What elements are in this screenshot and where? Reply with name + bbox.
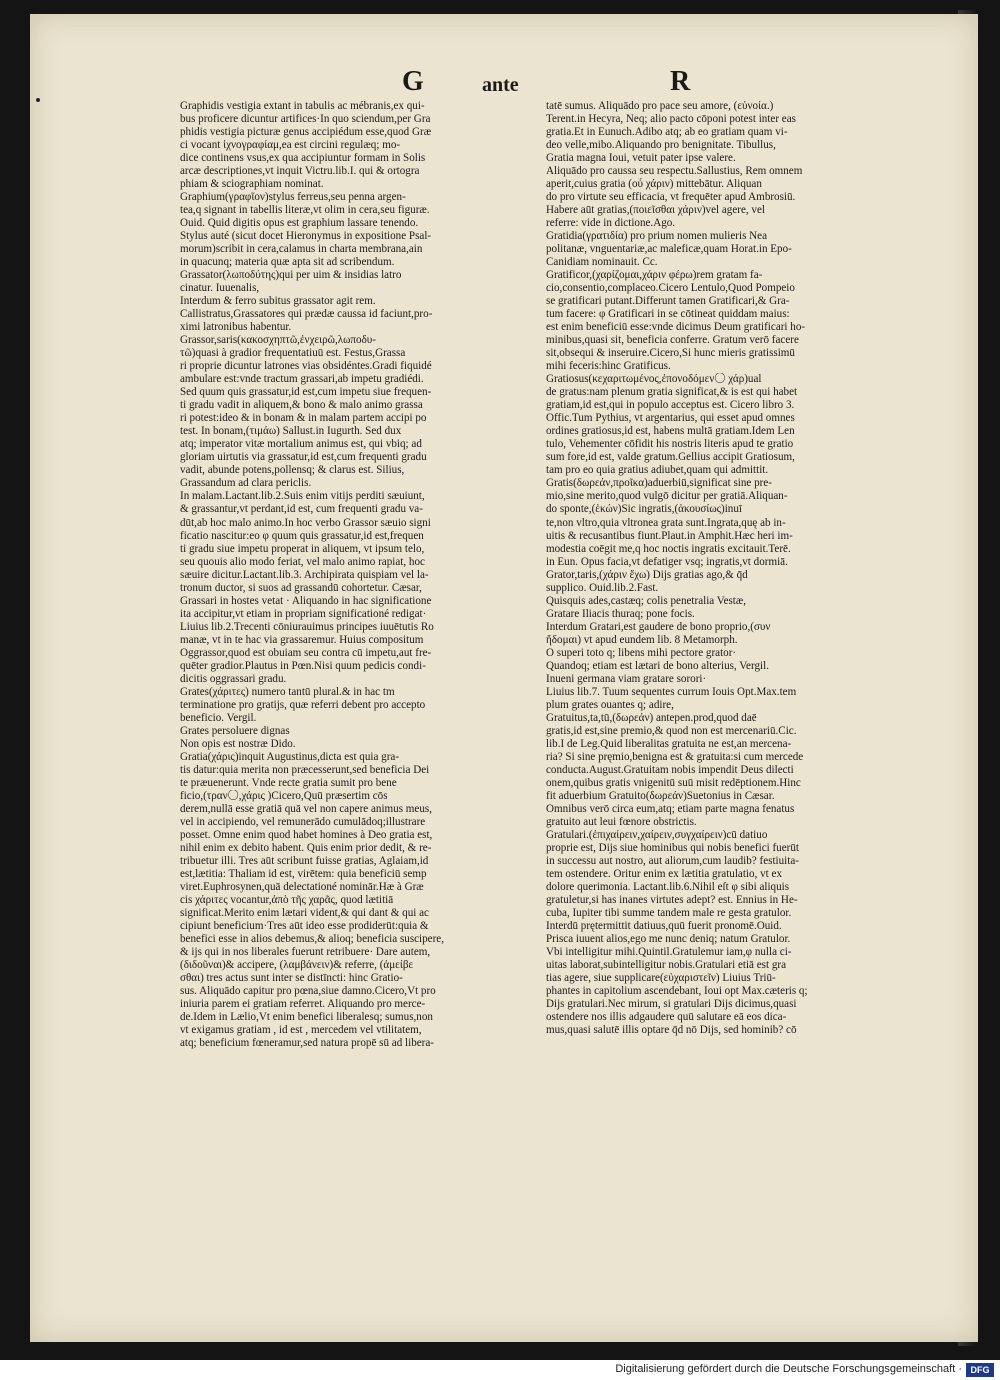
text-line: posset. Omne enim quod habet homines à Deo gratia est, [180,828,433,841]
right-column [546,100,906,1037]
text-line: phidis vestigia picturæ genus accipiédum esse,quod Græ [180,126,432,139]
text-line: ti gradu siue impetu properat in aliquem, vt ipsum telo, [180,542,425,555]
text-line: Grator,taris,(χάριν ἔχω) Dijs gratias ago,& q̄d [546,568,748,581]
text-line: mus,quasi salutē illis optare q̄d nō Dijs, sed hominib? cō [546,1024,797,1037]
text-line: ri potest:ideo & in bonam & in malam partem accipi po [180,412,427,425]
text-line: Offic.Tum Pythius, vt argentarius, qui esset apud omnes [546,412,795,425]
text-line: Vbi intelligitur mihi.Quintil.Gratulemur iam,φ nulla ci- [546,946,792,959]
text-line: tronum ductor, si suos ad grassandū cohortetur. Cæsar, [180,581,422,594]
text-line: Grassator(λωποδύτης)qui per uim & insidias latro [180,269,402,282]
text-line: tem ostendere. Oritur enim ex lætitia gratulatio, vt ex [546,867,782,880]
text-line: Stylus auté (sicut docet Hieronymus in expositione Psal- [180,230,432,243]
text-line: est enim beneficiū esse:vnde dicimus Deum gratificari ho- [546,321,806,334]
text-line: fit aduerbium Gratuito(δωρεάν)Suetonius in Cæsar. [546,789,775,802]
text-line: Gratis(δωρεάν,προῖκα)aduerbiū,significat sine pre- [546,477,772,490]
text-line: atq; beneficium fœneramur,sed natura propē sū ad libera- [180,1037,434,1050]
text-line: ti gradu vadit in aliquem,& bono & malo animo grassa [180,399,423,412]
text-line: (διδοῦναι)& accipere, (λαμβάνειν)& referre, (ἀμείβε [180,959,414,972]
text-line: Ouid. Quid digitis opus est graphium lassare tenendo. [180,217,419,230]
text-line: σθαι) tres actus sunt inter se distīncti: hinc Gratio- [180,972,403,985]
text-line: iniuria parem ei gratiam referret. Aliquando pro merce- [180,998,426,1011]
text-line: modestia coēgit me,q hoc noctis ingratis excitauit.Terē. [546,542,791,555]
text-line: manæ, vt in te hac via grassaremur. Huius compositum [180,633,424,646]
text-line: tribuetur illi. Tres aūt scribunt fuisse gratias, Aglaiam,id [180,854,429,867]
text-line: sus. Aliquādo capitur pro pœna,siue damno.Cicero,Vt pro [180,985,436,998]
margin-mark [36,98,40,102]
text-line: tatē sumus. Aliquādo pro pace seu amore, (εὐνοία.) [546,100,774,112]
running-head-left: G [402,66,424,97]
text-line: tum facere: φ Gratificari in se cōtineat quiddam maius: [546,308,790,321]
text-line: tam pro eo quia gratius adiubet,quam qui admittit. [546,464,769,477]
text-line: Interdum Gratari,est gaudere de bono proprio,(συν [546,620,771,633]
text-line: lib.I de Leg.Quid liberalitas gratuita ne est,an mercena- [546,737,792,750]
text-line: ita accipitur,vt etiam in propriam significationé redigat· [180,607,427,620]
text-line: ostendere nos illis adgaudere quū salutare eā eos dica- [546,1011,787,1024]
text-line: Habere aūt gratias,(ποιεῖσθαι χάριν)vel agere, vel [546,204,765,217]
text-line: Graphium(γραφῖον)stylus ferreus,seu penna argen- [180,191,406,204]
text-line: vt exigamus gratiam , id est , mercedem vel vtilitatem, [180,1024,422,1037]
text-line: viret.Euphrosynen,quā delectationé nominār.Hæ à Græ [180,880,424,893]
text-line: Gratidia(γρατιδία) pro prium nomen mulieris Nea [546,230,768,243]
text-line: gratia.Et in Eunuch.Adibo atq; ab eo gratiam quam vi- [546,126,788,139]
text-line: arcæ descriptiones,vt inquit Victru.lib.I. qui & ortogra [180,165,420,178]
text-line: uitis & recusantibus fiunt.Plaut.in Amphit.Hæc heri im- [546,529,793,542]
text-line: tis datur:quia merita non præcesserunt,sed beneficia Dei [180,763,430,776]
text-line: ficio,(τραν〇,χάρις )Cicero,Quū præsertim cōs [180,789,388,802]
running-head-center: ante [482,74,519,96]
text-line: se gratificari putant.Differunt tamen Gratificari,& Gra- [546,295,790,308]
text-line: sæuire dicitur.Lactant.lib.3. Archipirata quispiam vel la- [180,568,429,581]
text-line: test. In bonam,(τιμάω) Sallust.in Iugurth. Sed dux [180,425,402,438]
text-line: beneficio. Vergil. [180,711,257,724]
text-line: minibus,quasi sit, beneficia conferre. Gratum verō facere [546,334,799,347]
text-line: & ijs qui in nos liberales fuerunt retribuere· Dare autem, [180,946,431,959]
footer-credit: Digitalisierung gefördert durch die Deutsche Forschungsgemeinschaft · [615,1363,962,1375]
text-line: dicitis oggrassari gradu. [180,672,287,685]
text-line: Prisca iuuent alios,ego me nunc deniq; natum Gratulor. [546,933,791,945]
text-line: vadit, abunde potens,pollensq; & clarus est. Silius, [180,464,405,477]
text-line: Quandoq; etiam est lætari de bono alterius, Vergil. [546,659,769,672]
text-line: do sponte,(ἑκών)Sic ingratis,(ἀκουσίως)inuī [546,503,742,516]
text-line: cis χάριτες vocantur,ἀπὸ τῆς χαρᾶς, quod lætitiā [180,893,394,906]
text-line: In malam.Lactant.lib.2.Suis enim vitijs perditi sæuiunt, [180,490,425,503]
text-line: in quacunq; materia quæ apta sit ad scribendum. [180,256,395,269]
text-line: est,lætitia: Thaliam id est, virētem: quia beneficiū semp [180,867,427,880]
text-line: benefici esse in alios debemus,& alioq; beneficia suscipere, [180,933,445,945]
text-line: conducta.August.Gratuitam nobis impendit Deus dilecti [546,763,794,776]
text-line: mio,sine merito,quod vulgō dicitur per gratiā.Aliquan- [546,490,788,503]
text-line: ri proprie dicuntur latrones vias obsidéntes.Gradi fiquidé [180,360,432,373]
text-line: vel in accipiendo, vel remunerādo cumulādoq;illustrare [180,815,426,828]
text-line: supplico. Ouid.lib.2.Fast. [546,581,659,594]
text-line: tea,q signant in tabellis literæ,vt olim in cera,seu figuræ. [180,204,430,217]
text-line: gratuito aut leui fœnore obstrictis. [546,815,697,828]
text-line: tulo, Vehementer cōfidit his nostris literis apud te gratio [546,438,794,451]
text-line: gloriam uirtutis via grassatur,id est,cum frequenti gradu [180,451,427,464]
text-line: sit,obsequi & inseruire.Cicero,Si hunc mieris gratissimū [546,347,795,360]
text-line: quēter gradior.Plautus in Pœn.Nisi quum pedicis condi- [180,659,426,672]
text-line: ordines gratiosus,id est, habens multā gratiam.Idem Len [546,425,795,438]
text-line: Grates persoluere dignas [180,724,290,737]
text-line: ambulare est:vnde tractum grassari,ab impetu gradiédi. [180,373,424,386]
footer-bar [0,1360,1000,1380]
text-line: & grassantur,vt perdant,id est, cum frequenti gradu va- [180,503,423,516]
text-line: Interdū prętermittit datiuus,quū fuerit pronomē.Ouid. [546,919,782,932]
text-line: uitas laborat,subintelligitur nobis.Gratulari etiā est gra [546,959,786,972]
text-line: dūt,ab hoc malo animo.In hoc verbo Grassor sæuio signi [180,516,431,529]
text-line: in Eun. Opus facia,vt defatiger vsq; ingratis,vt dormiā. [546,555,788,568]
text-line: gratis,id est,sine premio,& quod non est mercenariū.Cic. [546,724,797,737]
text-line: ἥδομαι) vt apud eundem lib. 8 Metamorph. [546,633,738,646]
text-line: τῶ)quasi à gradior frequentatiuū est. Festus,Grassa [180,347,406,360]
text-line: gratiam,id est,qui in populo acceptus est. Cicero libro 3. [546,399,795,412]
text-line: atq; imperator vitæ mortalium animus est, qui vbiq; ad [180,438,422,451]
text-line: deo velle,mibo.Aliquando pro benignitate. Tibullus, [546,139,776,152]
text-line: Interdum & ferro subitus grassator agit rem. [180,295,376,308]
text-line: sum fore,id est, valde gratum.Gellius accipit Gratiosum, [546,451,795,464]
text-line: seu quouis alio modo feriat, vel malo animo rapiat, hoc [180,555,425,568]
text-line: ficatio nascitur:eo φ quum quis grassatur,id est,frequen [180,529,424,542]
dfg-logo: DFG [966,1363,994,1377]
text-line: Canidiam nominauit. Cc. [546,256,658,269]
text-line: te,non vltro,quia vltronea grata sunt.Ingrata,quę ab in- [546,516,786,529]
text-line: Quisquis ades,castæq; colis penetralia Vestæ, [546,594,747,607]
text-line: Inueni germana viam gratare sorori· [546,672,707,685]
text-line: Graphidis vestigia extant in tabulis ac mébranis,ex qui- [180,100,425,112]
text-line: O superi toto q; libens mihi pectore grator· [546,646,737,659]
text-line: cipiunt beneficium·Tres aūt ideo esse prodiderūt:quia & [180,919,429,932]
text-line: terminatione pro gratijs, quæ referri debent pro accepto [180,698,426,711]
text-line: Sed quum quis grassatur,id est,cum impetu siue frequen- [180,386,432,399]
text-line: ci vocant ἰχνογραφίαμ,ea est circini regulæq; mo- [180,139,401,152]
text-line: dolore querimonia. Lactant.lib.6.Nihil eſt φ sibi aliquis [546,880,790,893]
text-line: aperit,cuius gratia (οὗ χάριν) mittebātur. Aliquan [546,178,762,191]
text-line: de.Idem in Lælio,Vt enim benefici liberalesq; sumus,non [180,1011,433,1024]
text-line: phantes in capitolium ascendebant, Ioui opt Max.cæteris q; [546,985,808,998]
text-line: te præuenerunt. Vnde recte gratia sumit pro bene [180,776,397,789]
text-line: Aliquādo pro caussa seu respectu.Sallustius, Rem omnem [546,165,803,178]
text-line: derem,nullā esse gratiā quā vel non capere animus meus, [180,802,432,815]
text-line: in successu aut nostro, aut aliorum,cum laudib? festiuita- [546,854,799,867]
text-line: Gratia magna Ioui, vetuit pater ipse valere. [546,152,736,165]
text-line: Grassor,saris(κακοσχηπτῶ,ἐνχειρῶ,λωποδυ- [180,334,376,347]
text-line: Gratare Iliacis thuraq; pone focis. [546,607,695,620]
text-line: Grassari in hostes vetat · Aliquando in hac significatione [180,594,432,607]
text-line: Gratia(χάρις)inquit Augustinus,dicta est quia gra- [180,750,400,763]
text-line: proprie est, Dijs siue hominibus qui nobis benefici fuerūt [546,841,799,854]
text-line: Gratiosus(κεχαριτωμένος,ἐπονοδόμεν〇 χάρ)ual [546,373,762,386]
running-head-right: R [670,66,691,97]
text-line: referre: vide in dictione.Ago. [546,217,676,230]
text-line: Gratuitus,ta,tū,(δωρεάν) antepen.prod,quod daē [546,711,757,724]
text-line: bus proficere dicuntur artifices·In quo sciendum,per Gra [180,113,431,126]
text-line: phiam & sciographiam nominat. [180,178,324,191]
text-line: Oggrassor,quod est obuiam seu contra cū impetu,aut fre- [180,646,432,659]
text-line: nihil enim ex debito habent. Quis enim prior dedit, & re- [180,841,432,854]
text-line: Gratificor,(χαρίζομαι,χάριν φέρω)rem gratam fa- [546,269,763,282]
text-line: gratuletur,si has inanes virtutes adept? est. Ennius in He- [546,893,798,906]
text-line: Gratulari.(ἐπιχαίρειν,χαίρειν,συγχαίρειν)cū datiuo [546,828,768,841]
text-line: onem,quibus gratis vnigenitū suū misit redēptionem.Hinc [546,776,801,789]
text-line: tias agere, siue supplicare(εὐχαριστεῖν) Liuius Triū- [546,972,776,985]
text-line: de gratus:nam plenum gratia significat,& is est qui habet [546,386,798,399]
text-line: Dijs gratulari.Nec mirum, si gratulari Dijs dicimus,quasi [546,998,797,1011]
text-line: Terent.in Hecyra, Neq; alio pacto cōponi potest inter eas [546,113,796,126]
text-line: morum)scribit in cera,calamus in charta membrana,ain [180,243,423,256]
text-line: cio,consentio,complaceo.Cicero Lentulo,Quod Pompeio [546,282,795,295]
text-line: Liuius lib.7. Tuum sequentes currum Iouis Opt.Max.tem [546,685,797,698]
text-line: Non opis est nostræ Dido. [180,737,296,750]
text-line: ximi latronibus habentur. [180,321,292,334]
text-line: Omnibus verō circa eum,atq; etiam parte magna fenatus [546,802,795,815]
text-line: dice continens vsus,ex qua accipiuntur formam in Solis [180,152,426,165]
text-line: mihi feceris:hinc Gratificus. [546,360,671,373]
text-line: do pro virtute seu efficacia, vt frequēter apud Ambrosiū. [546,191,796,204]
text-line: significat.Merito enim lætari vident,& qui dant & qui ac [180,906,429,919]
text-line: cuba, Iupiter tibi summe tandem male re gesta gratulor. [546,906,792,919]
text-line: ria? Si sine pręmio,benigna est & gratuita:si cum mercede [546,750,804,763]
left-column [180,100,540,1050]
text-line: cinatur. Iuuenalis, [180,282,260,295]
text-line: plum grates ouantes q; adire, [546,698,674,711]
text-line: Grassandum ad clara periclis. [180,477,312,490]
text-line: Callistratus,Grassatores qui prædæ caussa id faciunt,pro- [180,308,433,321]
text-line: Grates(χάριτες) numero tantū plural.& in hac tm [180,685,395,698]
text-line: politanæ, vnguentariæ,ac maleficæ,quam Horat.in Epo- [546,243,792,256]
text-line: Liuius lib.2.Trecenti cōniurauimus principes iuuētutis Ro [180,620,434,633]
